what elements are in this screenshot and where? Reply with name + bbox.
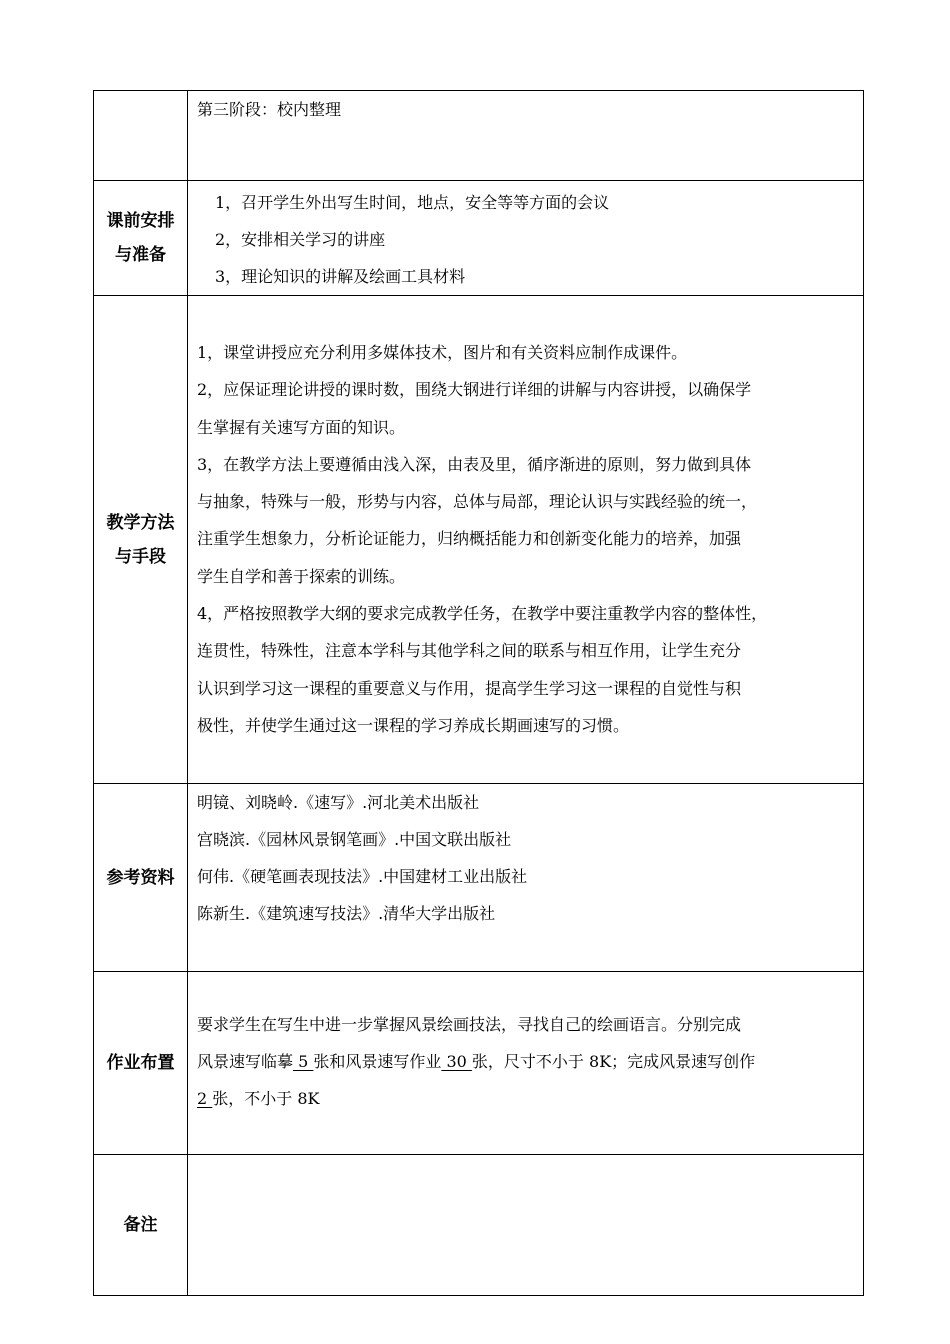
references-content xyxy=(188,784,864,972)
references-label: 参考资料 xyxy=(94,784,188,972)
assignment-content xyxy=(188,972,864,1155)
methods-label: 教学方法 与手段 xyxy=(94,296,188,784)
stage-row xyxy=(94,91,864,181)
assignment-line: 风景速写临摹 5 张和风景速写作业 30 张，尺寸不小于 8K；完成风景速写创作 xyxy=(197,1052,756,1071)
methods-line: 3，在教学方法上要遵循由浅入深，由表及里，循序渐进的原则，努力做到具体 xyxy=(197,454,752,474)
reference-item: 陈新生.《建筑速写技法》.清华大学出版社 xyxy=(197,904,496,923)
preparation-content xyxy=(188,181,864,296)
remarks-row xyxy=(94,1155,864,1296)
stage-label-cell xyxy=(94,91,188,181)
methods-line: 2，应保证理论讲授的课时数，围绕大钢进行详细的讲解与内容讲授，以确保学 xyxy=(197,380,752,400)
preparation-row xyxy=(94,181,864,296)
methods-line: 1，课堂讲授应充分利用多媒体技术，图片和有关资料应制作成课件。 xyxy=(197,343,688,362)
methods-line: 认识到学习这一课程的重要意义与作用，提高学生学习这一课程的自觉性与积 xyxy=(197,678,742,698)
methods-line: 与抽象，特殊与一般，形势与内容，总体与局部，理论认识与实践经验的统一， xyxy=(197,492,758,512)
preparation-item: 1，召开学生外出写生时间，地点，安全等等方面的会议 xyxy=(215,193,610,212)
methods-row xyxy=(94,296,864,784)
reference-item: 何伟.《硬笔画表现技法》.中国建材工业出版社 xyxy=(197,867,528,886)
stage-content-cell xyxy=(188,91,864,181)
assignment-row xyxy=(94,972,864,1155)
remarks-label: 备注 xyxy=(94,1155,188,1296)
methods-line: 4，严格按照教学大纲的要求完成教学任务，在教学中要注重教学内容的整体性， xyxy=(197,604,768,624)
reference-item: 宫晓滨.《园林风景钢笔画》.中国文联出版社 xyxy=(197,830,512,849)
methods-line: 极性，并使学生通过这一课程的学习养成长期画速写的习惯。 xyxy=(197,715,630,735)
work-count-blank: 30 xyxy=(441,1052,472,1071)
methods-line: 注重学生想象力，分析论证能力，归纳概括能力和创新变化能力的培养，加强 xyxy=(197,529,742,549)
reference-item: 明镜、刘晓岭.《速写》.河北美术出版社 xyxy=(197,793,480,812)
assignment-label: 作业布置 xyxy=(94,972,188,1155)
methods-content xyxy=(188,296,864,784)
preparation-item: 2，安排相关学习的讲座 xyxy=(215,230,386,249)
remarks-content xyxy=(188,1155,864,1296)
preparation-item: 3，理论知识的讲解及绘画工具材料 xyxy=(215,267,466,286)
methods-line: 连贯性，特殊性，注意本学科与其他学科之间的联系与相互作用，让学生充分 xyxy=(197,641,742,661)
preparation-label: 课前安排 与准备 xyxy=(94,181,188,296)
stage-text: 第三阶段：校内整理 xyxy=(197,100,342,119)
create-count-blank: 2 xyxy=(197,1089,213,1108)
course-plan-table xyxy=(93,90,864,1296)
copy-count-blank: 5 xyxy=(293,1052,314,1071)
assignment-line: 要求学生在写生中进一步掌握风景绘画技法，寻找自己的绘画语言。分别完成 xyxy=(197,1015,742,1034)
references-row xyxy=(94,784,864,972)
assignment-line: 2 张，不小于 8K xyxy=(197,1089,320,1108)
methods-line: 生掌握有关速写方面的知识。 xyxy=(197,417,406,437)
methods-line: 学生自学和善于探索的训练。 xyxy=(197,566,406,586)
